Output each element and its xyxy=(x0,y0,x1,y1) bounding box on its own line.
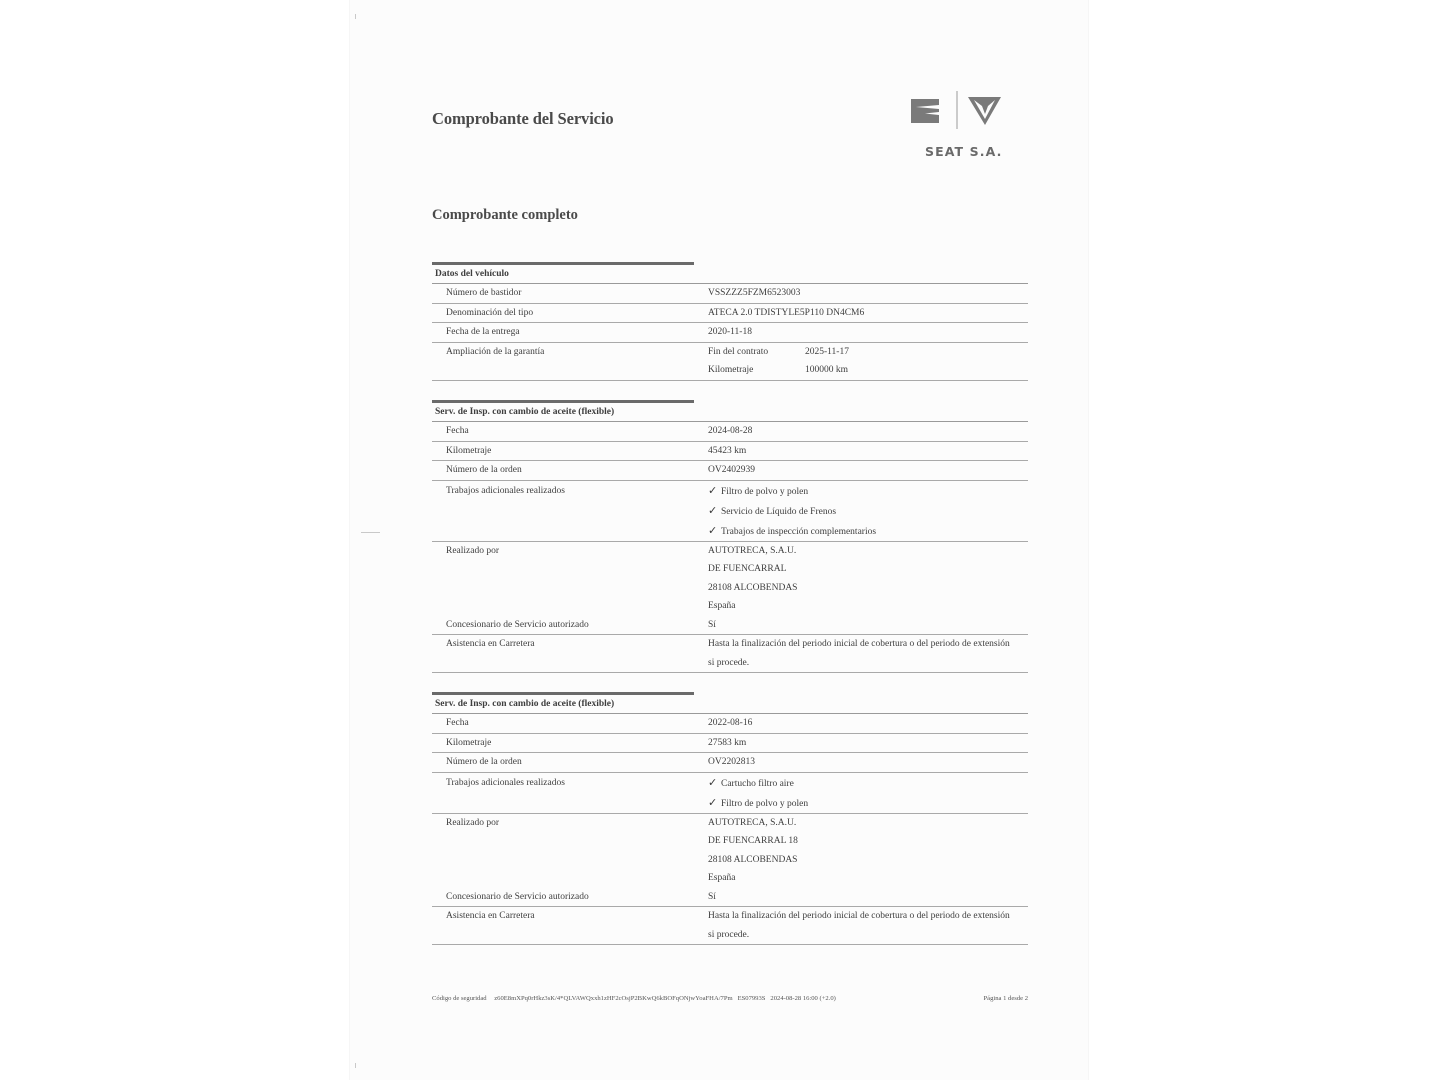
scan-artifact xyxy=(355,1063,356,1068)
checkmark-icon: ✓ xyxy=(708,504,718,517)
section-heading: Serv. de Insp. con cambio de aceite (flexible) xyxy=(432,403,1028,422)
extras-list xyxy=(708,773,1028,813)
row-label: Número de la orden xyxy=(446,465,522,475)
page-number: Página 1 desde 2 xyxy=(983,995,1028,1002)
table-row-delivery xyxy=(432,323,1028,343)
table-row-performed-by xyxy=(432,542,1028,616)
row-value: VSSZZZ5FZM6523003 xyxy=(708,288,801,298)
security-code-label: Código de seguridad xyxy=(432,995,487,1002)
list-item: ✓ Filtro de polvo y polen xyxy=(708,793,1028,813)
row-label: Realizado por xyxy=(446,817,500,828)
row-value: Hasta la finalización del periodo inicial de cobertura o del periodo de extensión si procede. xyxy=(708,911,1010,940)
service-section-2 xyxy=(432,692,1028,945)
row-value xyxy=(708,542,1028,616)
row-value: 45423 km xyxy=(708,445,747,456)
warranty-end-label: Fin del contrato xyxy=(708,346,769,357)
row-value: Sí xyxy=(708,619,716,630)
checkmark-icon: ✓ xyxy=(708,524,718,537)
row-label: Número de la orden xyxy=(446,757,522,767)
row-label: Kilometraje xyxy=(446,737,492,748)
row-label: Realizado por xyxy=(446,545,500,556)
row-label: Denominación del tipo xyxy=(446,307,534,318)
row-value: Hasta la finalización del periodo inicial de cobertura o del periodo de extensión si procede. xyxy=(708,639,1010,668)
table-row-order xyxy=(432,461,1028,481)
row-label: Trabajos adicionales realizados xyxy=(446,485,565,496)
row-value xyxy=(708,814,1028,888)
cupra-logo-icon xyxy=(968,97,1001,125)
table-row-extras xyxy=(432,481,1028,542)
table-row-roadside xyxy=(432,635,1028,673)
row-label: Concesionario de Servicio autorizado xyxy=(446,891,589,902)
checkmark-icon: ✓ xyxy=(708,796,718,809)
address-line: España xyxy=(708,873,736,883)
row-value: 2024-08-28 xyxy=(708,426,753,436)
service-section-1 xyxy=(432,400,1028,673)
scan-artifact xyxy=(355,14,356,19)
address-line: España xyxy=(708,601,736,611)
table-row-roadside xyxy=(432,907,1028,945)
warranty-end xyxy=(708,343,1028,362)
section-heading: Serv. de Insp. con cambio de aceite (flexible) xyxy=(432,695,1028,714)
scan-artifact xyxy=(361,532,380,533)
section-heading: Datos del vehículo xyxy=(432,265,1028,284)
table-row-km xyxy=(432,734,1028,754)
warranty-km-label: Kilometraje xyxy=(708,365,754,375)
dealer-code: ES07993S xyxy=(737,995,766,1002)
address-line: DE FUENCARRAL 18 xyxy=(708,836,798,846)
table-row-extras xyxy=(432,773,1028,814)
table-row-vin xyxy=(432,284,1028,304)
row-value: ATECA 2.0 TDISTYLE5P110 DN4CM6 xyxy=(708,307,865,318)
list-item: ✓ Filtro de polvo y polen xyxy=(708,481,1028,501)
row-label: Asistencia en Carretera xyxy=(446,639,535,649)
table-row-date xyxy=(432,422,1028,442)
row-value xyxy=(708,343,1028,380)
row-label: Número de bastidor xyxy=(446,288,522,298)
row-label: Concesionario de Servicio autorizado xyxy=(446,619,589,630)
warranty-end-value: 2025-11-17 xyxy=(805,346,849,357)
warranty-km-value: 100000 km xyxy=(805,365,849,375)
row-value: 2022-08-16 xyxy=(708,718,753,728)
address-line: DE FUENCARRAL xyxy=(708,564,787,574)
footer-left xyxy=(432,995,836,1002)
list-item: ✓ Cartucho filtro aire xyxy=(708,773,1028,793)
table-row-date xyxy=(432,714,1028,734)
row-value: OV2202813 xyxy=(708,757,755,767)
footer-timestamp: 2024-08-28 16:00 (+2.0) xyxy=(770,995,836,1002)
security-code: z60E8mXPq0rHkz3sK/4*QLVAWQxxh1zHF2cOsjP2BKwQ6kBOFqONjwYoaFHA/7Pm xyxy=(494,995,733,1002)
document-subtitle: Comprobante completo xyxy=(432,207,578,223)
row-value: OV2402939 xyxy=(708,465,755,475)
page-footer xyxy=(432,995,1028,1002)
table-row-km xyxy=(432,442,1028,462)
list-item: ✓ Trabajos de inspección complementarios xyxy=(708,521,1028,541)
row-label: Trabajos adicionales realizados xyxy=(446,777,565,788)
table-row-type xyxy=(432,304,1028,324)
row-label: Fecha xyxy=(446,718,469,728)
row-label: Fecha de la entrega xyxy=(446,327,520,337)
list-item: ✓ Servicio de Líquido de Frenos xyxy=(708,501,1028,521)
row-label: Asistencia en Carretera xyxy=(446,911,535,921)
table-row-performed-by xyxy=(432,814,1028,888)
row-label: Kilometraje xyxy=(446,445,492,456)
address-line: 28108 ALCOBENDAS xyxy=(708,582,798,593)
address-line: AUTOTRECA, S.A.U. xyxy=(708,817,797,828)
table-row-authorized xyxy=(432,616,1028,636)
address-line: 28108 ALCOBENDAS xyxy=(708,854,798,865)
logo-divider xyxy=(957,91,958,129)
row-label: Fecha xyxy=(446,426,469,436)
checkmark-icon: ✓ xyxy=(708,776,718,789)
vehicle-section xyxy=(432,262,1028,381)
seat-logo-icon xyxy=(911,99,939,123)
extras-list xyxy=(708,481,1028,541)
brand-caption: SEAT S.A. xyxy=(925,144,1003,159)
table-row-authorized xyxy=(432,888,1028,908)
checkmark-icon: ✓ xyxy=(708,484,718,497)
row-value: 27583 km xyxy=(708,737,747,748)
table-row-warranty xyxy=(432,343,1028,381)
row-value: Sí xyxy=(708,891,716,902)
row-value: 2020-11-18 xyxy=(708,327,752,337)
warranty-km xyxy=(708,361,1028,380)
row-label: Ampliación de la garantía xyxy=(446,346,545,357)
document-title: Comprobante del Servicio xyxy=(432,109,614,128)
table-row-order xyxy=(432,753,1028,773)
address-line: AUTOTRECA, S.A.U. xyxy=(708,545,797,556)
